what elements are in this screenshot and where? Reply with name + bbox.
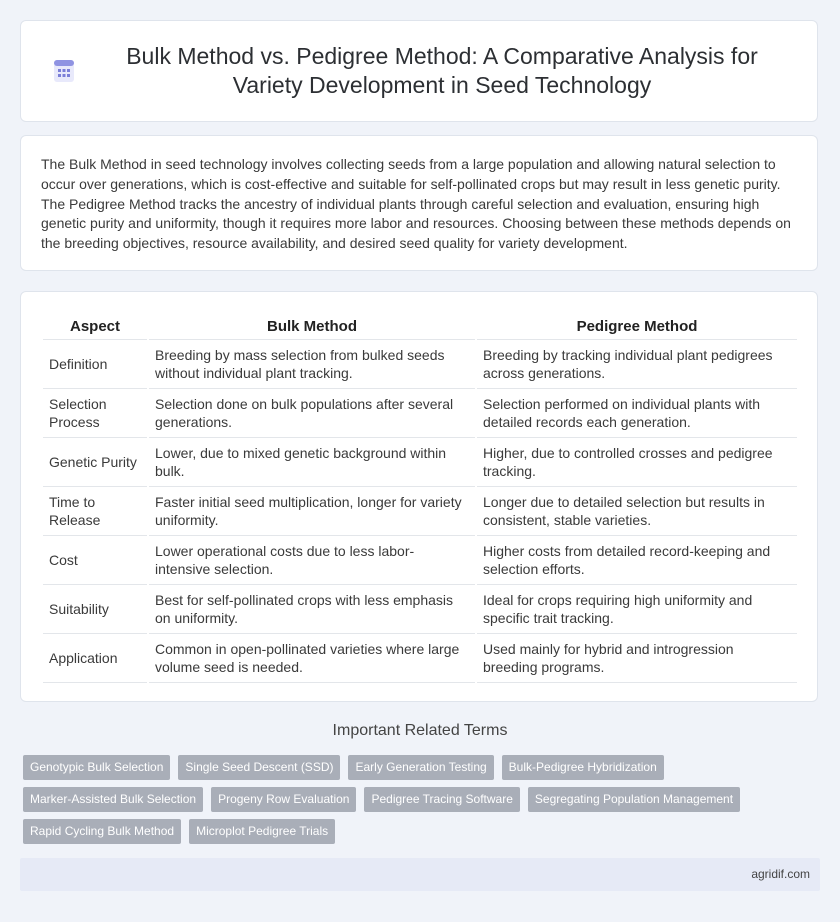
row-bulk: Common in open-pollinated varieties where large volume seed is needed. (149, 634, 475, 683)
row-pedigree: Higher, due to controlled crosses and pedigree tracking. (477, 438, 797, 487)
related-term-tag[interactable]: Genotypic Bulk Selection (23, 755, 170, 780)
related-terms-heading: Important Related Terms (332, 722, 508, 739)
row-pedigree: Used mainly for hybrid and introgression breeding programs. (477, 634, 797, 683)
row-pedigree: Breeding by tracking individual plant pedigrees across generations. (477, 340, 797, 389)
related-term-tag[interactable]: Single Seed Descent (SSD) (178, 755, 340, 780)
row-bulk: Lower operational costs due to less labor-intensive selection. (149, 536, 475, 585)
table-row (43, 585, 797, 634)
title-card (20, 20, 818, 122)
footer (20, 858, 820, 891)
row-aspect: Suitability (43, 585, 147, 634)
related-terms-list (23, 755, 813, 844)
intro-card (20, 135, 818, 271)
row-bulk: Selection done on bulk populations after several generations. (149, 389, 475, 438)
table-row (43, 487, 797, 536)
row-bulk: Lower, due to mixed genetic background within bulk. (149, 438, 475, 487)
related-term-tag[interactable]: Segregating Population Management (528, 787, 740, 812)
related-term-tag[interactable]: Microplot Pedigree Trials (189, 819, 335, 844)
table-header-row (43, 314, 797, 340)
table-row (43, 438, 797, 487)
related-term-tag[interactable]: Early Generation Testing (348, 755, 493, 780)
related-term-tag[interactable]: Bulk-Pedigree Hybridization (502, 755, 664, 780)
row-pedigree: Longer due to detailed selection but results in consistent, stable varieties. (477, 487, 797, 536)
related-term-tag[interactable]: Pedigree Tracing Software (364, 787, 519, 812)
row-bulk: Breeding by mass selection from bulked seeds without individual plant tracking. (149, 340, 475, 389)
table-row (43, 536, 797, 585)
document-grid-icon (51, 58, 77, 84)
related-term-tag[interactable]: Rapid Cycling Bulk Method (23, 819, 181, 844)
comparison-table-card (20, 291, 818, 702)
related-term-tag[interactable]: Progeny Row Evaluation (211, 787, 356, 812)
row-aspect: Application (43, 634, 147, 683)
row-pedigree: Ideal for crops requiring high uniformity and specific trait tracking. (477, 585, 797, 634)
row-bulk: Best for self-pollinated crops with less emphasis on uniformity. (149, 585, 475, 634)
header-bulk-method: Bulk Method (149, 314, 475, 340)
row-pedigree: Higher costs from detailed record-keeping and selection efforts. (477, 536, 797, 585)
related-term-tag[interactable]: Marker-Assisted Bulk Selection (23, 787, 203, 812)
table-row (43, 634, 797, 683)
row-bulk: Faster initial seed multiplication, longer for variety uniformity. (149, 487, 475, 536)
row-aspect: Genetic Purity (43, 438, 147, 487)
header-pedigree-method: Pedigree Method (477, 314, 797, 340)
footer-site-link[interactable]: agridif.com (751, 867, 810, 881)
row-aspect: Time to Release (43, 487, 147, 536)
page-title: Bulk Method vs. Pedigree Method: A Comparative Analysis for Variety Development in Seed Technology (126, 43, 758, 98)
row-aspect: Cost (43, 536, 147, 585)
table-row (43, 389, 797, 438)
header-aspect: Aspect (43, 314, 147, 340)
row-aspect: Selection Process (43, 389, 147, 438)
row-pedigree: Selection performed on individual plants with detailed records each generation. (477, 389, 797, 438)
row-aspect: Definition (43, 340, 147, 389)
intro-paragraph: The Bulk Method in seed technology involves collecting seeds from a large population and allowing natural selection to occur over generations, which is cost-effective and suitable for self-pollinated crops but may result in less genetic purity. The Pedigree Method tracks the ancestry of individual plants through careful selection and evaluation, ensuring high genetic purity and uniformity, though it requires more labor and resources. Choosing between these methods depends on the breeding objectives, resource availability, and desired seed quality for variety development. (41, 156, 791, 252)
comparison-table (41, 314, 799, 683)
table-row (43, 340, 797, 389)
